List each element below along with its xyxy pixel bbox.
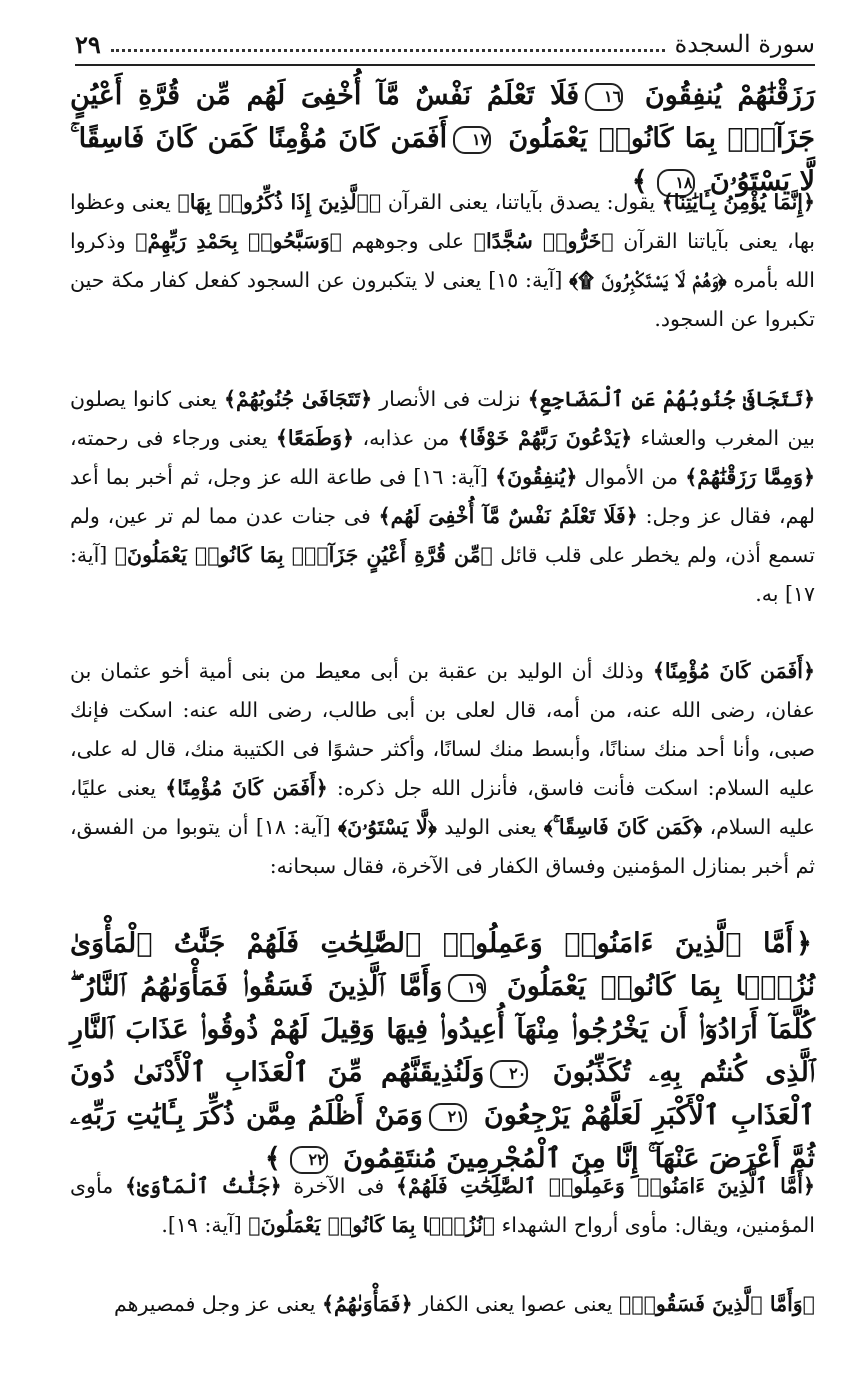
commentary-paragraph-4 [70,1167,815,1245]
commentary-text: مأوى المؤمنين، ويقال: مأوى أرواح الشهداء [70,1174,815,1237]
quran-quote: ﴿نُزُلًۢا بِمَا كَانُوا۟ يَعْمَلُونَ﴾ [248,1213,496,1237]
verse-number-marker: ٢٠ [490,1060,528,1088]
verse-number-marker: ٢٢ [290,1146,328,1174]
quran-quote: ﴿أَفَمَن كَانَ مُؤْمِنًا﴾ [652,659,816,683]
verse-text: وَأَمَّا ٱلَّذِينَ فَسَقُوا۟ فَمَأْوَىٰهُمُ ٱلنَّارُ ۖ كُلَّمَآ أَرَادُوٓا۟ أَن يَخْرُجُوا۟ مِنْهَآ أُعِيدُوا۟ فِيهَا وَقِيلَ لَهُمْ ذُوقُوا۟ عَذَابَ ٱلنَّارِ ٱلَّذِى كُنتُم بِهِۦ تُكَذِّبُونَ [70,971,815,1088]
ornate-bracket: ﴾ [631,166,648,197]
verse-text: رَزَقْنَٰهُمْ يُنفِقُونَ [644,80,815,111]
ornate-bracket: ﴾ [264,1143,281,1174]
quran-quote: ﴿وَهُمْ لَا يَسْتَكْبِرُونَ ۩﴾ [569,268,727,292]
commentary-text: يعنى وعظوا بها، يعنى بآياتنا القرآن [70,190,815,253]
verse-text: وَمَنْ أَظْلَمُ مِمَّن ذُكِّرَ بِـَٔايَٰتِ رَبِّهِۦ ثُمَّ أَعْرَضَ عَنْهَآ ۚ إِنَّا مِنَ ٱلْمُجْرِمِينَ مُنتَقِمُونَ [70,1100,815,1174]
verse-text: أَفَمَن كَانَ مُؤْمِنًا كَمَن كَانَ فَاسِقًا ۚ لَّا يَسْتَوُۥنَ [70,123,815,197]
commentary-paragraph-5 [70,1285,815,1324]
commentary-text: [آية: ١٨] أن يتوبوا من الفسق، ثم أخبر بمنازل المؤمنين وفساق الكفار فى الآخرة، فقال سبحانه: [70,815,815,878]
verse-block-2 [70,922,815,1180]
quran-quote: ﴿وَمِمَّا رَزَقْنَٰهُمْ﴾ [685,465,815,489]
commentary-text: يقول: يصدق بآياتنا، يعنى القرآن [381,190,662,214]
commentary-paragraph-1 [70,183,815,339]
verse-text: أَمَّا ٱلَّذِينَ ءَامَنُوا۟ وَعَمِلُوا۟ ٱلصَّٰلِحَٰتِ فَلَهُمْ جَنَّٰتُ ٱلْمَأْوَىٰ نُزُلًۢا بِمَا كَانُوا۟ يَعْمَلُونَ [70,928,815,1002]
quran-quote: ﴿يَدْعُونَ رَبَّهُمْ خَوْفًا﴾ [457,426,633,450]
ornate-bracket: ﴿ [796,928,812,959]
verse-number-marker: ١٩ [448,974,486,1002]
commentary-text: يعنى عصوا يعنى الكفار [412,1292,620,1316]
commentary-text: على وجوههم [341,229,474,253]
commentary-text: من الأموال [577,465,686,489]
commentary-text: وذلك أن الوليد بن عقبة بن أبى معيط من بنى أمية أخو عثمان بن عفان، رضى الله عنه، من أمه، قال لعلى بن أبى طالب، رضى الله عنه: اسكت فإنك صبى، وأنا أحد منك سنانًا، وأبسط منك لسانًا، وأكثر حشوًا فى الكتيبة منك، قال له على، عليه السلام: اسكت فأنت فاسق، فأنزل الله جل ذكره: [70,659,816,800]
commentary-text: من عذابه، [354,426,458,450]
commentary-text: نزلت فى الأنصار [372,387,528,411]
page-header [75,24,815,66]
page-number: ٢٩ [75,29,101,59]
verse-number-marker: ١٦ [585,83,623,111]
quran-quote: ﴿فَلَا تَعْلَمُ نَفْسٌ مَّآ أُخْفِىَ لَهُم﴾ [378,504,638,528]
quran-quote: ﴿يُنفِقُونَ﴾ [495,465,578,489]
surah-title: سورة السجدة [674,30,815,58]
quran-quote: ﴿أَمَّا ٱلَّذِينَ ءَامَنُوا۟ وَعَمِلُوا۟ ٱلصَّٰلِحَٰتِ فَلَهُمْ﴾ [396,1174,816,1198]
verse-text: وَلَنُذِيقَنَّهُم مِّنَ ٱلْعَذَابِ ٱلْأَدْنَىٰ دُونَ ٱلْعَذَابِ ٱلْأَكْبَرِ لَعَلَّهُمْ يَرْجِعُونَ [70,1057,816,1131]
header-dots [111,49,665,52]
quran-quote: ﴿خَرُّوا۟ سُجَّدًا﴾ [473,229,614,253]
quran-quote: ﴿تَتَجَافَىٰ جُنُوبُهُمْ﴾ [223,387,373,411]
commentary-text: [آية: ١٥] يعنى لا يتكبرون عن السجود كفعل كفار مكة حين تكبروا عن السجود. [70,268,815,331]
quran-quote: ﴿كَمَن كَانَ فَاسِقًا ۚ﴾ [543,815,703,839]
quran-quote: ﴿لَّا يَسْتَوُۥنَ﴾ [338,815,437,839]
commentary-text: يعنى كانوا يصلون بين المغرب والعشاء [70,387,815,450]
commentary-paragraph-3 [70,652,815,886]
quran-quote: ﴿إِنَّمَا يُؤْمِنُ بِـَٔايَٰتِنَا﴾ [661,190,816,214]
quran-quote: ﴿ٱلَّذِينَ إِذَا ذُكِّرُوا۟ بِهَا﴾ [177,190,382,214]
commentary-text: [آية: ١٩]. [161,1213,249,1237]
quran-quote: ﴿وَسَبَّحُوا۟ بِحَمْدِ رَبِّهِمْ﴾ [135,229,342,253]
commentary-text: يعنى عليًا، عليه السلام، [70,776,815,839]
verse-number-marker: ١٧ [453,126,491,154]
verse-number-marker: ٢١ [429,1103,467,1131]
commentary-text: فى الآخرة [281,1174,397,1198]
quran-quote: ﴿جَنَّٰتُ ٱلْمَأْوَىٰ﴾ [125,1174,282,1198]
quran-quote: ﴿أَفَمَن كَانَ مُؤْمِنًا﴾ [165,776,328,800]
commentary-text: يعنى عز وجل فمصيرهم [114,1292,322,1316]
quran-quote: ﴿فَمَأْوَىٰهُمُ﴾ [321,1292,413,1316]
quran-quote: ﴿وَطَمَعًا﴾ [275,426,355,450]
commentary-text: [آية: ١٧] به. [70,543,815,606]
commentary-paragraph-2 [70,380,815,614]
commentary-text: [آية: ١٦] فى طاعة الله عز وجل، ثم أخبر بما أعد لهم، فقال عز وجل: [70,465,815,528]
commentary-text: فى جنات عدن مما لم تر عين، ولم تسمع أذن، ولم يخطر على قلب قائل [70,504,815,567]
commentary-text: يعنى الوليد [436,815,544,839]
quran-quote: ﴿وَأَمَّا ٱلَّذِينَ فَسَقُوا۟﴾ [619,1292,815,1316]
quran-quote: ﴿تَتَجَافَىٰ جُنُوبُهُمْ عَنِ ٱلْمَضَاجِعِ﴾ [527,387,815,411]
commentary-text: يعنى ورجاء فى رحمته، [70,426,276,450]
verse-number-marker: ١٨ [657,169,695,197]
commentary-text: وذكروا الله بأمره [70,229,815,292]
verse-text: فَلَا تَعْلَمُ نَفْسٌ مَّآ أُخْفِىَ لَهُم مِّن قُرَّةِ أَعْيُنٍ جَزَآءًۢ بِمَا كَانُوا۟ يَعْمَلُونَ [70,80,815,154]
quran-quote: ﴿مِّن قُرَّةِ أَعْيُنٍ جَزَآءًۢ بِمَا كَانُوا۟ يَعْمَلُونَ﴾ [114,543,493,567]
